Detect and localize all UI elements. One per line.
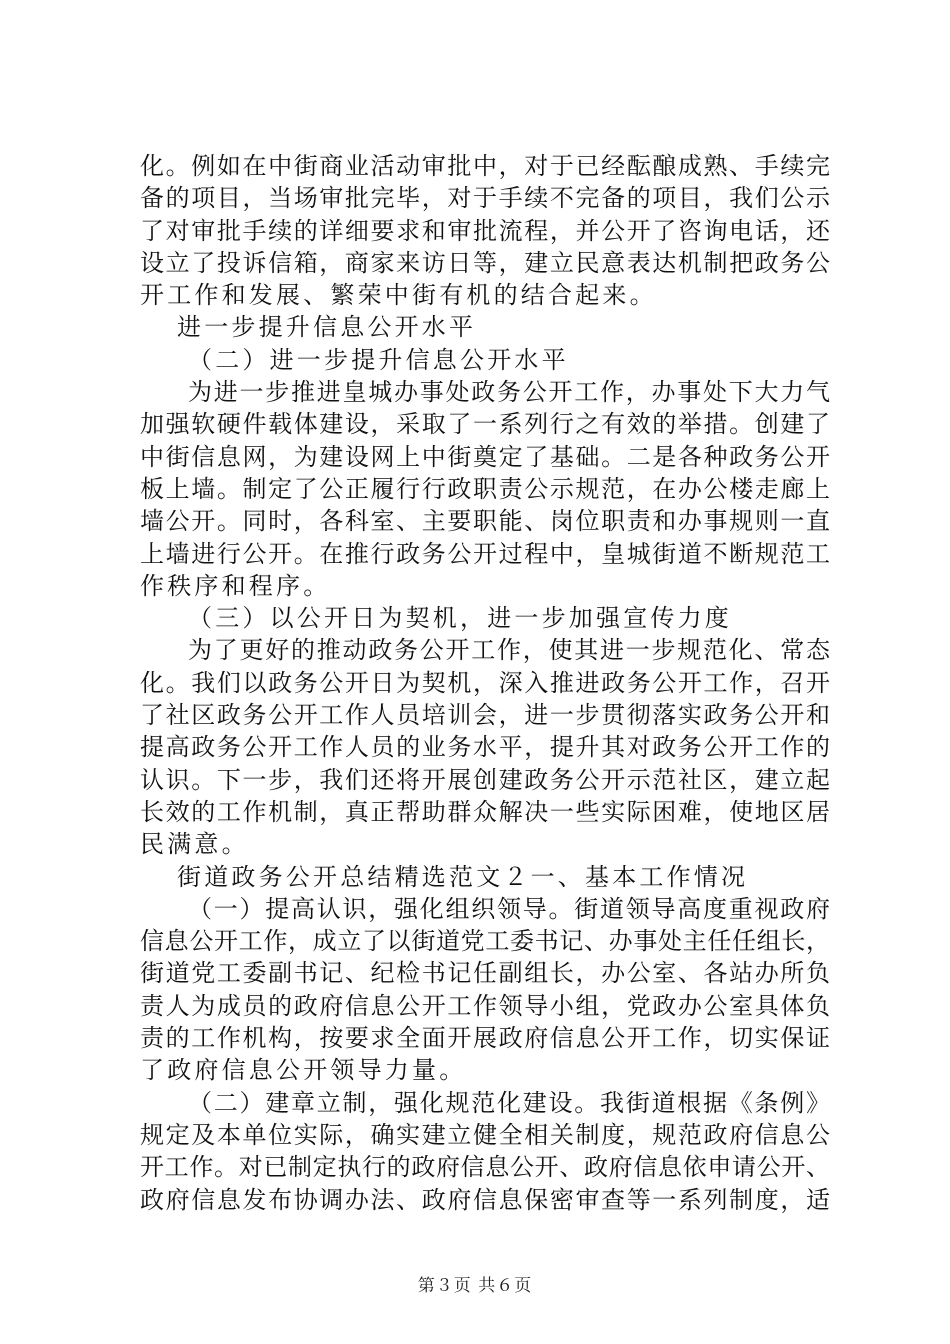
text-line: 认识。下一步，我们还将开展创建政务公开示范社区，建立起 [140,765,830,794]
text-line: 中街信息网，为建设网上中街奠定了基础。二是各种政务公开 [140,442,830,471]
text-line: 责人为成员的政府信息公开工作领导小组，党政办公室具体负 [140,991,830,1020]
text-line: 提高政务公开工作人员的业务水平，提升其对政务公开工作的 [140,733,830,762]
text-line: （三）以公开日为契机，进一步加强宣传力度 [188,604,732,633]
text-line: 长效的工作机制，真正帮助群众解决一些实际困难，使地区居 [140,797,830,826]
text-line: 板上墙。制定了公正履行行政职责公示规范，在办公楼走廊上 [140,474,830,503]
text-line: 民满意。 [140,830,249,859]
document-body [140,150,830,1216]
text-line: 开工作。对已制定执行的政府信息公开、政府信息依申请公开、 [140,1153,830,1182]
text-line: 进一步提升信息公开水平 [177,313,477,342]
text-line: 墙公开。同时，各科室、主要职能、岗位职责和办事规则一直 [140,507,830,536]
text-line: （二）进一步提升信息公开水平 [188,345,569,374]
text-line: 责的工作机构，按要求全面开展政府信息公开工作，切实保证 [140,1024,830,1053]
text-line: 设立了投诉信箱，商家来访日等，建立民意表达机制把政务公 [140,248,830,277]
page-footer: 第３页 共６页 [417,1276,533,1296]
text-line: 为进一步推进皇城办事处政务公开工作，办事处下大力气 [188,378,830,407]
text-line: 了政府信息公开领导力量。 [140,1056,467,1085]
text-line: 街道党工委副书记、纪检书记任副组长，办公室、各站办所负 [140,959,830,988]
text-line: 上墙进行公开。在推行政务公开过程中，皇城街道不断规范工 [140,539,830,568]
text-line: 加强软硬件载体建设，采取了一系列行之有效的举措。创建了 [140,410,830,439]
text-line: 规定及本单位实际，确实建立健全相关制度，规范政府信息公 [140,1120,830,1149]
text-line: （二）建章立制，强化规范化建设。我街道根据《条例》 [188,1088,830,1117]
text-line: 政府信息发布协调办法、政府信息保密审查等一系列制度，适 [140,1185,830,1214]
text-line: 化。例如在中街商业活动审批中，对于已经酝酿成熟、手续完 [140,152,830,180]
text-line: 了对审批手续的详细要求和审批流程，并公开了咨询电话，还 [140,216,830,245]
text-line: 作秩序和程序。 [140,571,331,600]
text-line: 备的项目，当场审批完毕，对于手续不完备的项目，我们公示 [140,184,830,213]
text-line: 为了更好的推动政务公开工作，使其进一步规范化、常态 [188,636,830,665]
text-line: 信息公开工作，成立了以街道党工委书记、办事处主任任组长， [140,927,830,956]
text-line: 街道政务公开总结精选范文２一、基本工作情况 [177,862,749,891]
text-line: （一）提高认识，强化组织领导。街道领导高度重视政府 [188,894,830,923]
text-line: 开工作和发展、繁荣中街有机的结合起来。 [140,281,657,310]
text-line: 了社区政务公开工作人员培训会，进一步贯彻落实政务公开和 [140,701,830,730]
text-line: 化。我们以政务公开日为契机，深入推进政务公开工作，召开 [140,668,830,697]
